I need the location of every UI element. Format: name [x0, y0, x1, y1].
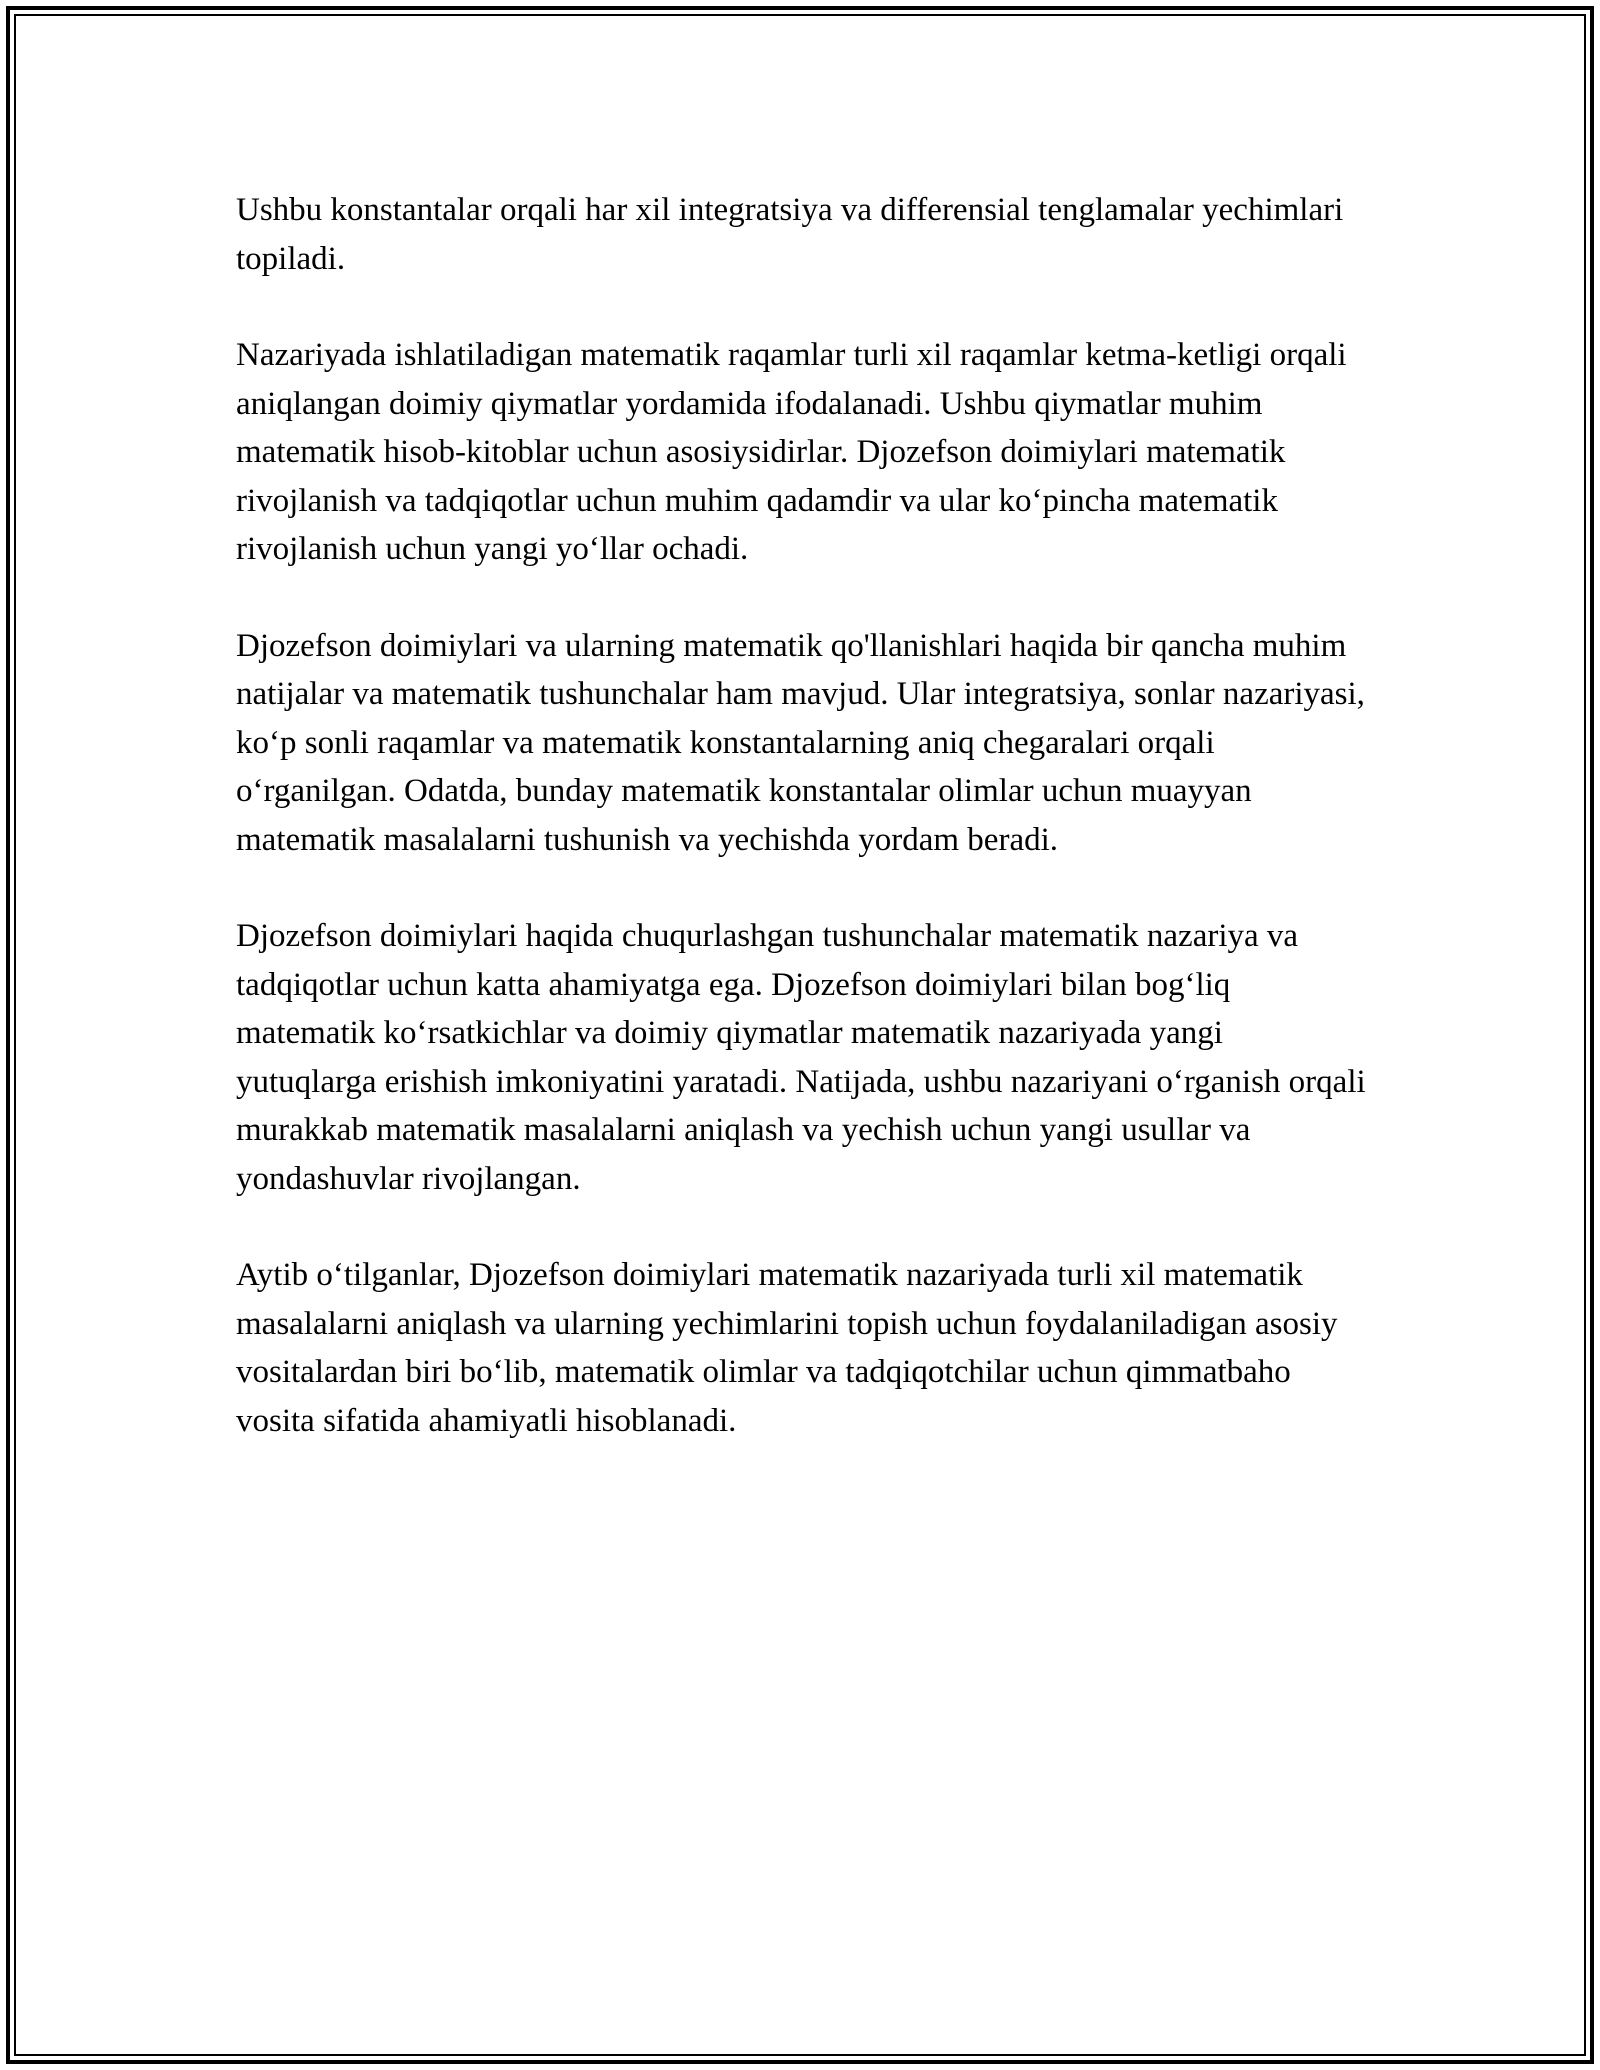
document-body: [236, 186, 1366, 1493]
paragraph-5: Aytib o‘tilganlar, Djozefson doimiylari matematik nazariyada turli xil matematik masalalarni aniqlash va ularning yechimlarini topish uchun foydalaniladigan asosiy vositalardan biri bo‘lib, matematik olimlar va tadqiqotchilar uchun qimmatbaho vosita sifatida ahamiyatli hisoblanadi.: [236, 1257, 1338, 1439]
paragraph-2: Nazariyada ishlatiladigan matematik raqamlar turli xil raqamlar ketma-ketligi orqali aniqlangan doimiy qiymatlar yordamida ifodalanadi. Ushbu qiymatlar muhim matematik hisob-kitoblar uchun asosiysidirlar. Djozefson doimiylari matematik rivojlanish va tadqiqotlar uchun muhim qadamdir va ular ko‘pincha matematik rivojlanish uchun yangi yo‘llar ochadi.: [236, 337, 1347, 567]
paragraph-1: Ushbu konstantalar orqali har xil integratsiya va differensial tenglamalar yechimlari topiladi.: [236, 192, 1344, 277]
paragraph-4: Djozefson doimiylari haqida chuqurlashgan tushunchalar matematik nazariya va tadqiqotlar uchun katta ahamiyatga ega. Djozefson doimiylari bilan bog‘liq matematik ko‘rsatkichlar va doimiy qiymatlar matematik nazariyada yangi yutuqlarga erishish imkoniyatini yaratadi. Natijada, ushbu nazariyani o‘rganish orqali murakkab matematik masalalarni aniqlash va yechish uchun yangi usullar va yondashuvlar rivojlangan.: [236, 918, 1366, 1197]
paragraph-3: Djozefson doimiylari va ularning matematik qo'llanishlari haqida bir qancha muhim natijalar va matematik tushunchalar ham mavjud. Ular integratsiya, sonlar nazariyasi, ko‘p sonli raqamlar va matematik konstantalarning aniq chegaralari orqali o‘rganilgan. Odatda, bunday matematik konstantalar olimlar uchun muayyan matematik masalalarni tushunish va yechishda yordam beradi.: [236, 627, 1365, 858]
